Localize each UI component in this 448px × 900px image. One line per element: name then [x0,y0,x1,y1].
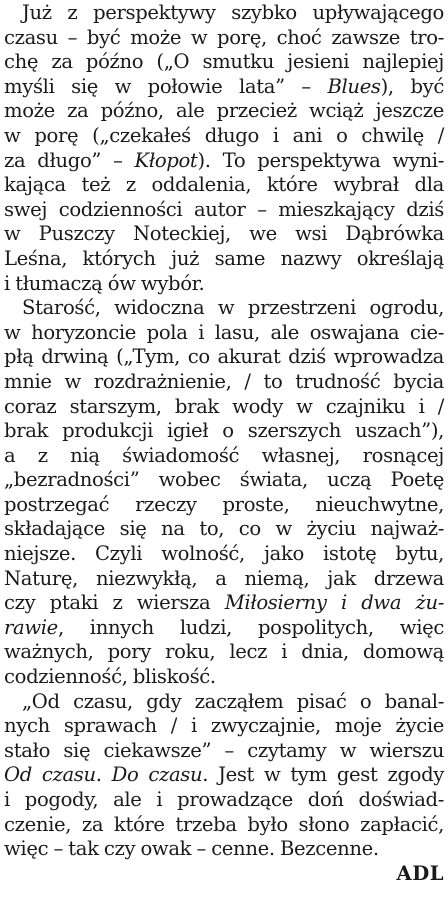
text-line [4,665,444,690]
text-line [4,149,444,174]
text-line [4,75,444,100]
text-line [4,468,444,493]
text-line [4,345,444,370]
text-run: nych sprawach / i zwyczajnie, moje życie [4,714,444,738]
italic-title: rawie [4,615,58,639]
text-line [4,370,444,395]
text-line [4,837,444,862]
text-run: a z nią świadomość własnej, rosnącej [4,443,444,467]
text-line [4,395,444,420]
text-line [4,517,444,542]
text-run: codzienność, bliskość. [4,665,216,689]
text-run: Już z perspektywy szybko upływającego [22,1,444,24]
text-run: brak produkcji igieł o szerszych uszach”), [4,419,444,443]
text-run: kająca też z oddalenia, które wybrał dla [4,173,444,197]
text-line [4,763,444,788]
text-run: Starość, widoczna w przestrzeni ogrodu, [22,296,444,320]
text-line [4,739,444,764]
text-run: w Puszczy Noteckiej, we wsi Dąbrówka [4,222,444,246]
text-line [4,198,444,223]
text-run: mnie w rozdrażnienie, / to trudność bycia [4,369,444,393]
text-line [4,1,444,26]
text-run: ważnych, pory roku, lecz i dnia, domową [4,640,444,664]
text-run: więc – tak czy owak – cenne. Bezcenne. [4,837,379,861]
paragraph [4,690,444,862]
italic-title: Od czasu. Do czasu [4,763,203,787]
text-line [4,591,444,616]
text-run: „bezradności” wobec świata, uczą Poetę [4,468,444,492]
text-run: postrzegać rzeczy proste, nieuchwytne, [4,492,444,516]
author-signature: ADL [396,861,444,885]
text-run: w porę („czekałeś długo i ani o chwilę / [4,123,444,147]
text-run: składające się na to, co w życiu najważ- [4,517,444,541]
paragraph [4,1,444,296]
italic-title: Kłopot [134,148,198,172]
text-line [4,124,444,149]
text-line [4,272,444,297]
text-run: chę za późno („O smutku jesieni najlepiej [4,50,444,74]
text-run: Leśna, których już same nazwy określają [4,246,444,270]
text-run: . Jest w tym gest zgody [202,763,444,787]
text-line [4,788,444,813]
text-line [4,444,444,469]
text-run: coraz starszym, brak wody w czajniku i / [4,394,444,418]
italic-title: Blues [327,74,381,98]
article-column [4,1,444,886]
text-line [4,493,444,518]
text-run: ). To perspektywa wyni- [197,148,444,172]
text-run: i pogody, ale i prowadzące doń doświad- [4,788,444,811]
text-run: , innych ludzi, pospolitych, więc [57,615,444,639]
text-line [4,690,444,715]
text-line [4,542,444,567]
text-line [4,567,444,592]
text-line [4,222,444,247]
text-line [4,616,444,641]
text-run: czenie, za które trzeba było słono zapłacić, [4,812,444,836]
text-run: w horyzoncie pola i lasu, ale oswajana cie- [4,320,444,344]
text-line [4,99,444,124]
article-body [4,1,444,862]
text-line [4,419,444,444]
paragraph [4,296,444,690]
text-line [4,296,444,321]
text-run: „Od czasu, gdy zacząłem pisać o banal- [22,689,444,713]
text-run: może za późno, ale przecież wciąż jeszcze [4,99,444,123]
text-run: ), być [380,74,444,98]
text-line [4,714,444,739]
text-line [4,247,444,272]
text-run: Naturę, niezwykłą, a niemą, jak drzewa [4,566,444,590]
text-line [4,173,444,198]
text-run: i tłumaczą ów wybór. [4,271,205,295]
text-run: niejsze. Czyli wolność, jako istotę bytu, [4,542,444,566]
text-run: płą drwiną („Tym, co akurat dziś wprowadza [4,345,444,369]
text-run: za długo” – [4,148,135,172]
text-run: myśli się w połowie lata” – [4,74,328,98]
text-run: swej codzienności autor – mieszkający dziś [4,197,444,221]
text-line [4,321,444,346]
text-line [4,26,444,51]
text-run: czasu – być może w porę, choć zawsze tro- [4,25,444,49]
text-line [4,640,444,665]
italic-title: Miłosierny i dwa żu- [224,591,444,615]
text-line [4,50,444,75]
text-run: czy ptaki z wiersza [4,591,225,615]
text-run: stało się ciekawsze” – czytamy w wierszu [4,738,444,762]
text-line [4,813,444,838]
